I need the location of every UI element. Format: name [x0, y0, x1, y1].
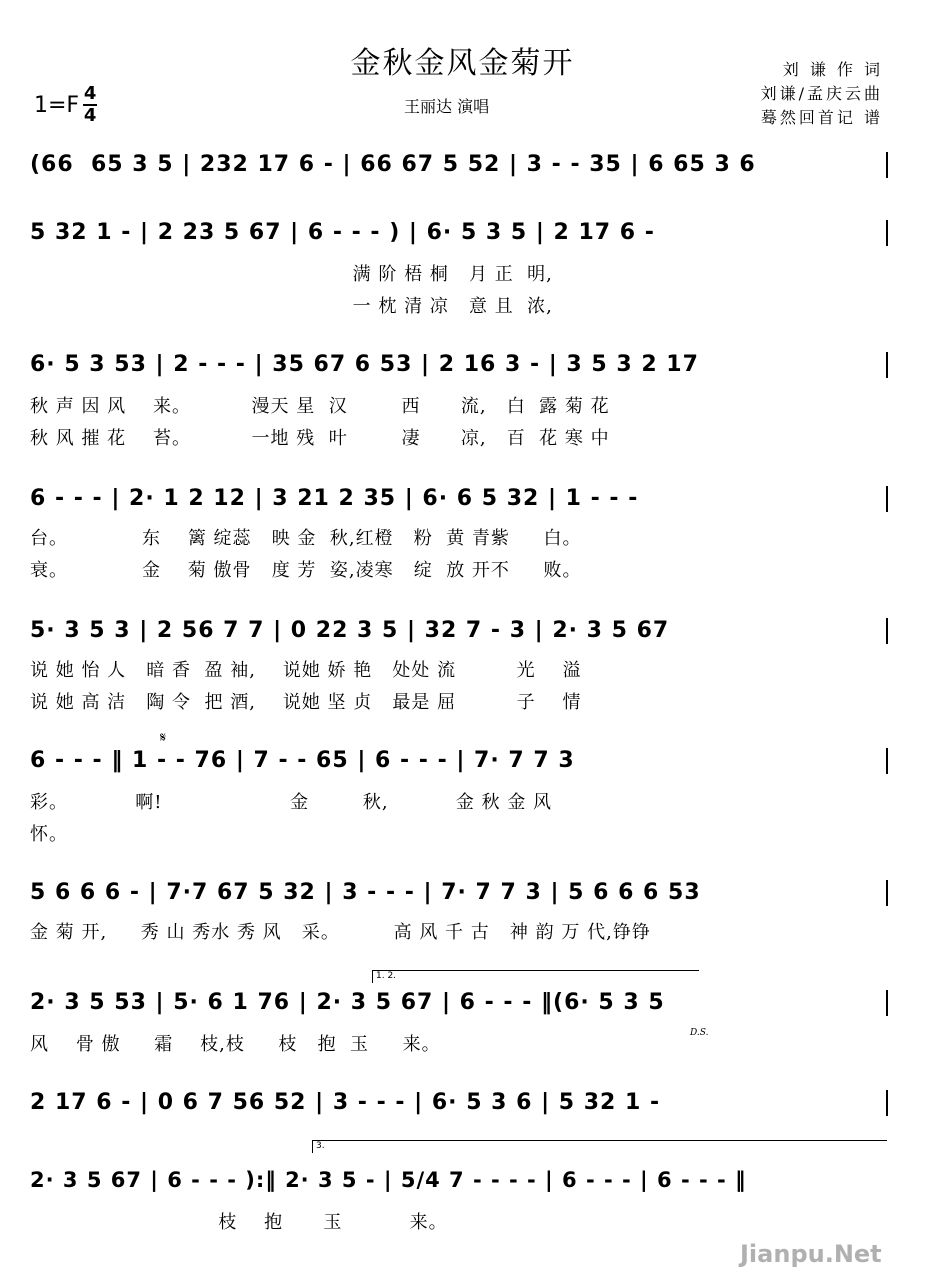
song-title: 金秋金风金菊开 [350, 46, 575, 81]
segno-sign: 𝄋 [160, 730, 167, 746]
score-line-8: 2· 3 5 53 | 5· 6 1 76 | 2· 3 5 67 | 6 - - - ‖(6· 5 3 5 [30, 990, 665, 1015]
lyrics-line-6b: 怀。 [30, 824, 68, 845]
score-line-3: 6· 5 3 53 | 2 - - - | 35 67 6 53 | 2 16 3 - | 3 5 3 2 17 [30, 352, 699, 377]
volta-label-1: 1. 2. [376, 971, 397, 981]
lyrics-line-5b: 说 她 高 洁 陶 令 把 酒, 说她 坚 贞 最是 屈 子 情 [30, 692, 582, 713]
barline [886, 990, 888, 1016]
lyrics-line-6a: 彩。 啊! 金 秋, 金 秋 金 风 [30, 792, 553, 813]
lyrics-line-10a: 枝 抱 玉 来。 [30, 1212, 448, 1233]
time-signature [83, 84, 97, 126]
key-signature [34, 84, 97, 126]
lyricist-credit: 刘 谦 作 词 [782, 60, 883, 79]
barline [886, 220, 888, 246]
volta-bracket-1 [372, 970, 699, 983]
transcriber-credit: 蓦然回首记 谱 [760, 108, 883, 127]
score-line-9: 2 17 6 - | 0 6 7 56 52 | 3 - - - | 6· 5 3 6 | 5 32 1 - [30, 1090, 661, 1115]
credits [761, 58, 883, 130]
time-top: 4 [83, 83, 97, 104]
barline [886, 618, 888, 644]
barline [886, 486, 888, 512]
volta-bracket-2 [312, 1140, 887, 1153]
lyrics-line-4a: 台。 东 篱 绽蕊 映 金 秋,红橙 粉 黄 青紫 白。 [30, 528, 582, 549]
barline [886, 1090, 888, 1116]
lyrics-line-4b: 衰。 金 菊 傲骨 度 芳 姿,凌寒 绽 放 开不 败。 [30, 560, 582, 581]
score-line-10: 2· 3 5 67 | 6 - - - ):‖ 2· 3 5 - | 5/4 7 - - - - | 6 - - - | 6 - - - ‖ [30, 1168, 747, 1192]
lyrics-line-3a: 秋 声 因 风 来。 漫天 星 汉 西 流, 白 露 菊 花 [30, 396, 610, 417]
score-line-4: 6 - - - | 2· 1 2 12 | 3 21 2 35 | 6· 6 5 32 | 1 - - - [30, 486, 639, 511]
barline [886, 748, 888, 774]
score-line-5: 5· 3 5 3 | 2 56 7 7 | 0 22 3 5 | 32 7 - 3 | 2· 3 5 67 [30, 618, 670, 643]
barline [886, 152, 888, 178]
lyrics-line-8a: 风 骨 傲 霜 枝,枝 枝 抱 玉 来。 [30, 1034, 441, 1055]
score-line-2: 5 32 1 - | 2 23 5 67 | 6 - - - ) | 6· 5 3 5 | 2 17 6 - [30, 220, 655, 245]
composer-credit: 刘谦/孟庆云曲 [760, 84, 883, 103]
score-line-1: (66 65 3 5 | 232 17 6 - | 66 67 5 52 | 3 - - 35 | 6 65 3 6 [30, 152, 756, 177]
lyrics-line-3b: 秋 风 摧 花 苔。 一地 残 叶 凄 凉, 百 花 寒 中 [30, 428, 610, 449]
volta-label-2: 3. [316, 1141, 325, 1151]
barline [886, 352, 888, 378]
lyrics-line-5a: 说 她 怡 人 暗 香 盈 袖, 说她 娇 艳 处处 流 光 溢 [30, 660, 582, 681]
lyrics-line-2a: 满 阶 梧 桐 月 正 明, [30, 264, 553, 285]
lyrics-line-2b: 一 枕 清 凉 意 且 浓, [30, 296, 553, 317]
performer-credit: 王丽达 演唱 [404, 97, 490, 116]
time-bottom: 4 [83, 105, 97, 126]
lyrics-line-7a: 金 菊 开, 秀 山 秀水 秀 风 采。 高 风 千 古 神 韵 万 代,铮铮 [30, 922, 651, 943]
key-label: 1=F [34, 92, 80, 118]
score-line-6: 6 - - - ‖ 1 - - 76 | 7 - - 65 | 6 - - - | 7· 7 7 3 [30, 748, 575, 773]
site-watermark: Jianpu.Net [740, 1240, 882, 1268]
barline [886, 880, 888, 906]
dal-segno-mark: D.S. [690, 1028, 709, 1038]
score-line-7: 5 6 6 6 - | 7·7 67 5 32 | 3 - - - | 7· 7 7 3 | 5 6 6 6 53 [30, 880, 701, 905]
